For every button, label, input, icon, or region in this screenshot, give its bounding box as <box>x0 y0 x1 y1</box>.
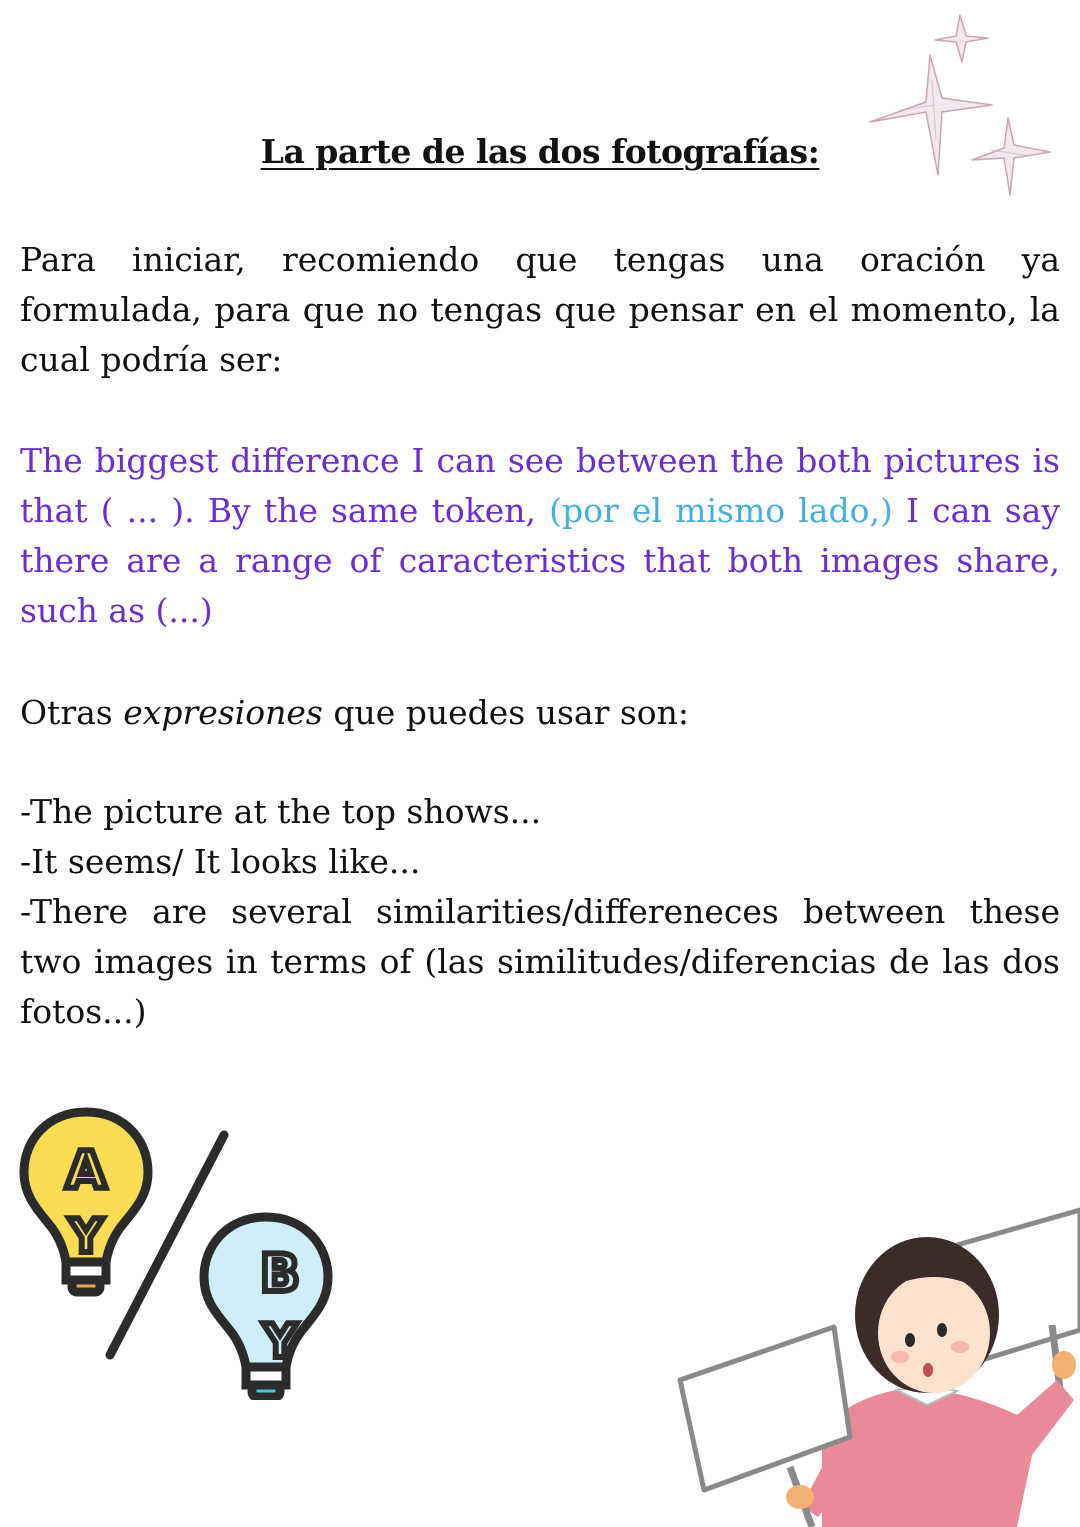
example-sentence-aside: (por el mismo lado,) <box>549 491 893 530</box>
expressions-list <box>20 787 1060 1037</box>
expression-item: -There are several similarities/differeneces between these two images in terms of (las similitudes/diferencias de las dos fotos...) <box>20 892 1060 1031</box>
bulb-a-letter: Y <box>69 1209 103 1263</box>
other-expressions-intro <box>20 688 1060 738</box>
sparkles-icon <box>860 10 1060 210</box>
girl-holding-signs-illustration <box>672 1205 1080 1527</box>
other-expressions-prefix: Otras <box>20 693 124 732</box>
bulb-b-letter: Y <box>263 1314 297 1368</box>
bulb-a-letter: A <box>65 1141 107 1201</box>
lightbulbs-a-b-illustration <box>14 1100 344 1400</box>
intro-paragraph: Para iniciar, recomiendo que tengas una oración ya formulada, para que no tengas que pensar en el momento, la cual podría ser: <box>20 240 1060 379</box>
example-sentence-part-2: I can say there are a range of caracteristics that both images share, such as (...) <box>20 491 1060 630</box>
example-sentence-part-1: The biggest difference I can see between the both pictures is that ( ... ). By the same token, <box>20 441 1060 530</box>
other-expressions-suffix: que puedes usar son: <box>322 693 690 732</box>
expression-item: -It seems/ It looks like... <box>20 842 421 881</box>
other-expressions-emphasis: expresiones <box>123 693 323 732</box>
lightbulb-a-icon <box>24 1112 148 1292</box>
page-title: La parte de las dos fotografías: <box>260 132 820 171</box>
expression-item: -The picture at the top shows... <box>20 792 542 831</box>
lightbulb-b-icon <box>204 1217 328 1397</box>
example-sentence <box>20 436 1060 636</box>
bulb-b-letter: B <box>260 1244 300 1304</box>
